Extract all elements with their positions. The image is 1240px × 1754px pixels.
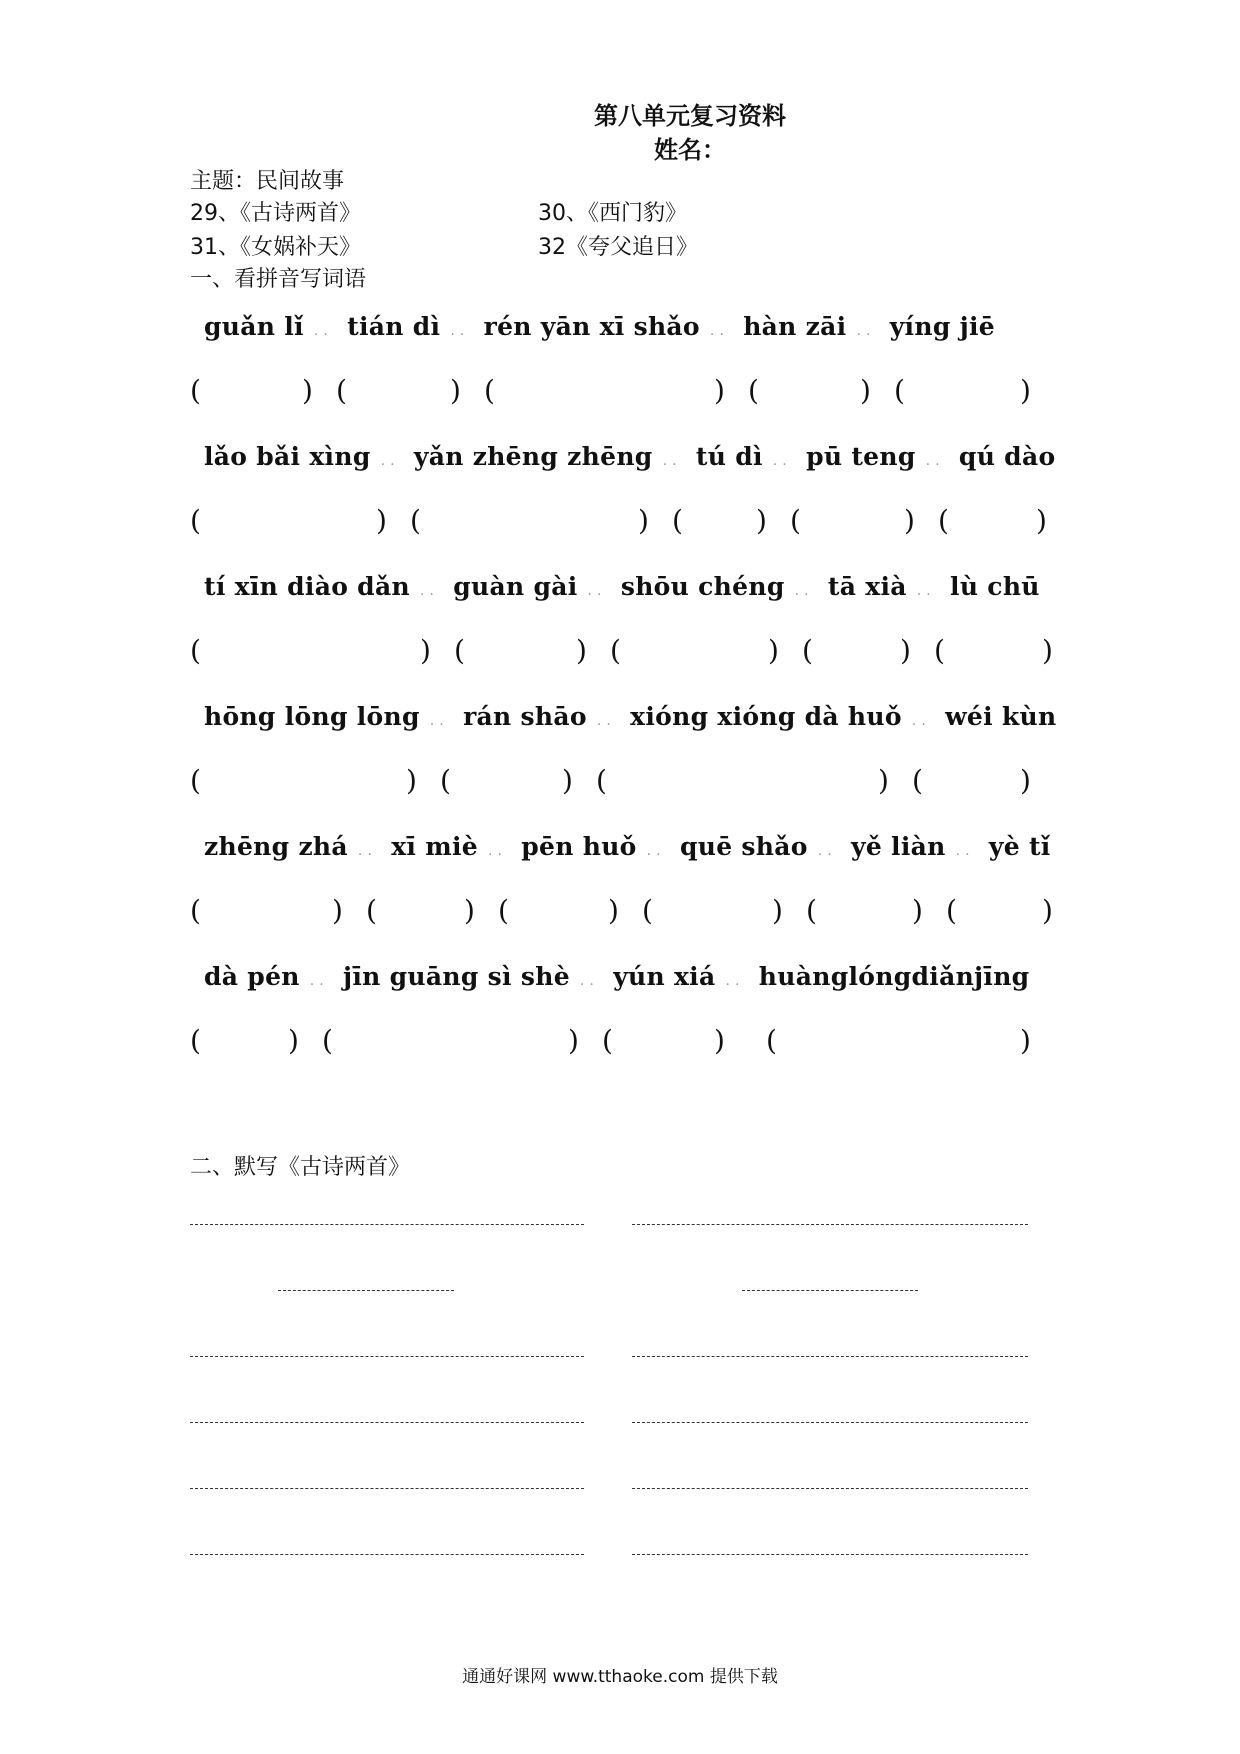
pinyin-word: hàn zāi [743,312,847,341]
poem-title-blank [278,1290,454,1291]
answer-paren-close: ) [638,504,649,537]
answer-paren-open: ( [454,634,465,667]
pinyin-row-2: lǎo bǎi xìng . . yǎn zhēng zhēng . . tú dì . . pū teng . . qú dào [204,442,1056,471]
pinyin-word: yě liàn [851,832,946,861]
answer-paren-open: ( [934,634,945,667]
poem-blank-line [190,1488,584,1489]
answer-paren-open: ( [190,634,201,667]
answer-paren-close: ) [332,894,343,927]
lesson-31: 31、《女娲补天》 [190,235,361,260]
answer-paren-open: ( [894,374,905,407]
answer-paren-close: ) [576,634,587,667]
answer-paren-close: ) [756,504,767,537]
pinyin-word: qú dào [958,442,1056,471]
pinyin-row-3: tí xīn diào dǎn . . guàn gài . . shōu chéng . . tā xià . . lù chū [204,572,1040,601]
poem-title-blank [742,1290,918,1291]
answer-paren-open: ( [190,504,201,537]
answer-paren-open: ( [790,504,801,537]
pinyin-word: guàn gài [453,572,578,601]
answer-paren-close: ) [772,894,783,927]
answer-paren-close: ) [1042,894,1053,927]
answer-paren-open: ( [322,1024,333,1057]
answer-row-2 [190,504,1050,540]
answer-paren-close: ) [1020,764,1031,797]
poem-blank-line [190,1554,584,1555]
answer-paren-open: ( [610,634,621,667]
answer-paren-open: ( [440,764,451,797]
section2-title: 二、默写《古诗两首》 [190,1155,411,1180]
pinyin-row-1: guǎn lǐ . . tián dì . . rén yān xī shǎo . . hàn zāi . . yíng jiē [204,312,995,341]
pinyin-word: lù chū [950,572,1040,601]
pinyin-row-6: dà pén . . jīn guāng sì shè . . yún xiá . . huànglóngdiǎnjīng [204,962,1030,991]
answer-paren-close: ) [1036,504,1047,537]
pinyin-word: jīn guāng sì shè [343,962,570,991]
answer-paren-close: ) [568,1024,579,1057]
answer-paren-open: ( [806,894,817,927]
answer-paren-open: ( [190,894,201,927]
pinyin-word: xióng xióng dà huǒ [630,702,902,731]
name-label: 姓名： [654,135,726,164]
pinyin-word: yǎn zhēng zhēng [413,442,653,471]
answer-paren-open: ( [410,504,421,537]
pinyin-word: zhēng zhá [204,832,348,861]
pinyin-word: tā xià [827,572,907,601]
answer-paren-close: ) [714,1024,725,1057]
pinyin-word: lǎo bǎi xìng [204,442,371,471]
answer-paren-close: ) [420,634,431,667]
pinyin-word: wéi kùn [945,702,1057,731]
section1-title: 一、看拼音写词语 [190,267,367,292]
pinyin-word: quē shǎo [679,832,808,861]
answer-paren-close: ) [288,1024,299,1057]
answer-paren-open: ( [366,894,377,927]
poem-blank-line [190,1422,584,1423]
pinyin-word: guǎn lǐ [204,312,304,341]
pinyin-word: tí xīn diào dǎn [204,572,410,601]
pinyin-word: huànglóngdiǎnjīng [758,962,1030,991]
pinyin-word: rán shāo [463,702,587,731]
pinyin-word: tú dì [695,442,763,471]
answer-paren-open: ( [190,374,201,407]
answer-paren-open: ( [336,374,347,407]
answer-paren-close: ) [376,504,387,537]
answer-paren-close: ) [900,634,911,667]
answer-row-4 [190,764,1050,800]
pinyin-word: xī miè [391,832,478,861]
poem-blank-line [190,1356,584,1357]
pinyin-word: yè tǐ [988,832,1051,861]
pinyin-word: rén yān xī shǎo [483,312,700,341]
answer-row-3 [190,634,1053,670]
lesson-30: 30、《西门豹》 [538,201,687,226]
answer-paren-close: ) [608,894,619,927]
page-title: 第八单元复习资料 [594,101,786,130]
poem-blank-line [632,1488,1028,1489]
answer-row-1 [190,374,1050,410]
pinyin-word: tián dì [347,312,441,341]
poem-blank-line [632,1422,1028,1423]
answer-paren-close: ) [464,894,475,927]
answer-paren-open: ( [938,504,949,537]
answer-paren-close: ) [450,374,461,407]
pinyin-word: yún xiá [613,962,716,991]
pinyin-word: pū teng [806,442,916,471]
pinyin-row-5: zhēng zhá . . xī miè . . pēn huǒ . . quē shǎo . . yě liàn . . yè tǐ [204,832,1051,861]
answer-paren-close: ) [302,374,313,407]
answer-paren-close: ) [768,634,779,667]
pinyin-word: hōng lōng lōng [204,702,420,731]
pinyin-word: shōu chéng [620,572,785,601]
answer-paren-open: ( [190,764,201,797]
answer-paren-open: ( [602,1024,613,1057]
lesson-32: 32《夸父追日》 [538,235,698,260]
answer-row-5 [190,894,1053,930]
answer-paren-close: ) [878,764,889,797]
answer-paren-close: ) [406,764,417,797]
answer-paren-close: ) [904,504,915,537]
footer-credit: 通通好课网 www.tthaoke.com 提供下载 [462,1667,778,1687]
poem-blank-line [632,1554,1028,1555]
lesson-29: 29、《古诗两首》 [190,201,361,226]
answer-paren-open: ( [802,634,813,667]
answer-paren-open: ( [642,894,653,927]
answer-paren-close: ) [714,374,725,407]
answer-paren-open: ( [484,374,495,407]
answer-paren-close: ) [860,374,871,407]
answer-paren-close: ) [562,764,573,797]
answer-row-6 [190,1024,1050,1060]
poem-blank-line [632,1224,1028,1225]
poem-blank-line [190,1224,584,1225]
answer-paren-close: ) [1020,374,1031,407]
answer-paren-open: ( [748,374,759,407]
answer-paren-open: ( [946,894,957,927]
theme-line: 主题：民间故事 [190,169,345,194]
answer-paren-close: ) [1020,1024,1031,1057]
answer-paren-open: ( [190,1024,201,1057]
answer-paren-open: ( [498,894,509,927]
answer-paren-close: ) [1042,634,1053,667]
poem-blank-line [632,1356,1028,1357]
answer-paren-open: ( [766,1024,777,1057]
pinyin-word: yíng jiē [889,312,995,341]
answer-paren-close: ) [912,894,923,927]
pinyin-word: dà pén [204,962,300,991]
answer-paren-open: ( [596,764,607,797]
pinyin-row-4: hōng lōng lōng . . rán shāo . . xióng xióng dà huǒ . . wéi kùn [204,702,1057,731]
pinyin-word: pēn huǒ [521,832,637,861]
answer-paren-open: ( [672,504,683,537]
answer-paren-open: ( [912,764,923,797]
